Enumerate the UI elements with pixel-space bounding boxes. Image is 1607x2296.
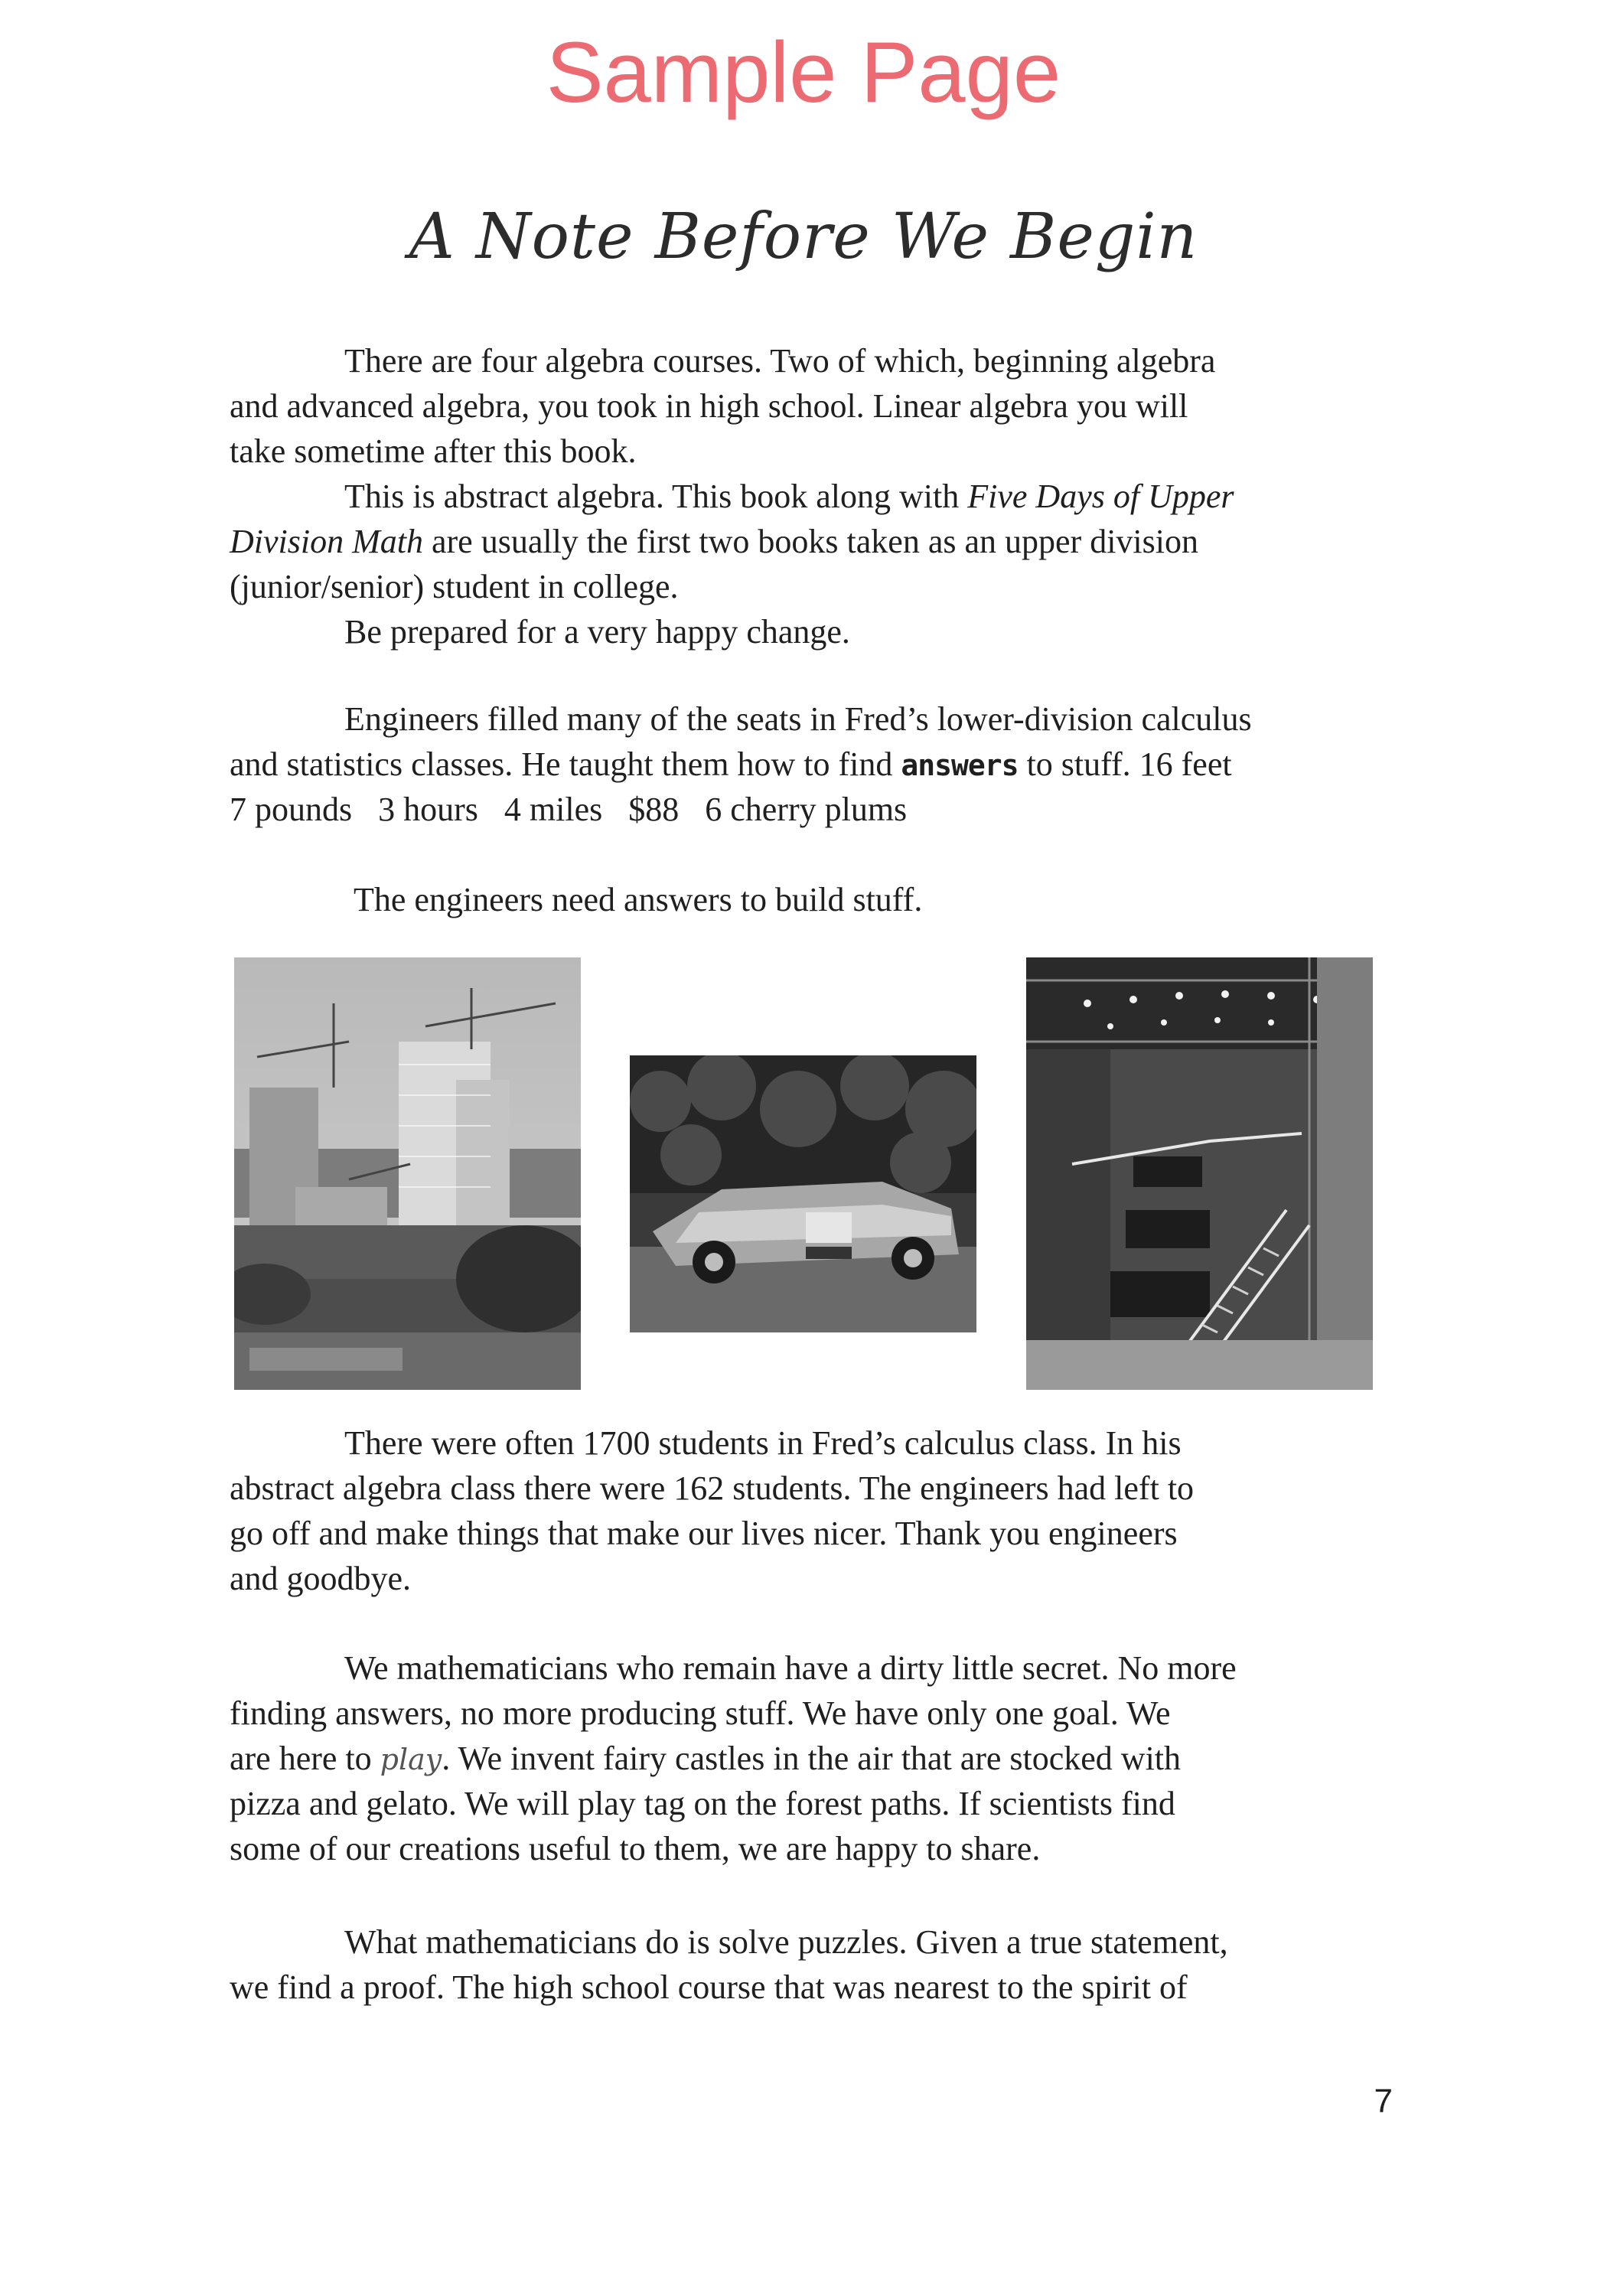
para4-line1: Engineers filled many of the seats in Fred’s lower-division calculus [344,700,1252,738]
para7-line3-text: are here to [230,1740,380,1777]
para4-line2-text: and statistics classes. He taught them how to find [230,745,901,783]
para2-line2-text: are usually the first two books taken as an upper division [422,523,1198,560]
para7-line2: finding answers, no more producing stuff. We have only one goal. We [230,1694,1171,1732]
book-title-part1: Five Days of Upper [967,478,1234,515]
engineers-paragraph [230,696,1423,832]
para2-line1 [230,474,1423,519]
answer-item: 6 cherry plums [705,791,908,828]
para8-line1: What mathematicians do is solve puzzles. Given a true statement, [344,1923,1228,1961]
para1-line3: take sometime after this book. [230,432,637,470]
play-word: play [380,1743,442,1776]
industrial-hall-photo [1026,957,1373,1390]
puzzles-paragraph [230,1919,1423,2010]
para6-line1: There were often 1700 students in Fred’s calculus class. In his [344,1424,1182,1462]
construction-cranes-photo [234,957,581,1390]
para7-line3-end: . We invent fairy castles in the air that are stocked with [442,1740,1182,1777]
para2-line1-text: This is abstract algebra. This book along with [344,478,968,515]
answer-item: 4 miles [504,791,603,828]
answer-item: 7 pounds [230,791,353,828]
para2-line2 [230,519,1423,564]
para5-line1: The engineers need answers to build stuff. [354,881,923,918]
para7-line1: We mathematicians who remain have a dirty little secret. No more [344,1649,1237,1687]
para6-line4: and goodbye. [230,1560,412,1597]
chapter-title: A Note Before We Begin [409,201,1198,273]
para8-line2: we find a proof. The high school course that was nearest to the spirit of [230,1968,1188,2006]
answers-list [230,787,1423,832]
intro-paragraphs [230,338,1423,654]
para1-line1: There are four algebra courses. Two of which, beginning algebra [344,342,1216,380]
para2-line3: (junior/senior) student in college. [230,568,679,605]
engineers-need-answers [230,877,1423,922]
para4-line2-end: to stuff. 16 feet [1018,745,1232,783]
para7-line5: some of our creations useful to them, we are happy to share. [230,1830,1041,1867]
mathematicians-paragraph [230,1645,1423,1871]
answers-word: answers [901,748,1019,782]
para1-line2: and advanced algebra, you took in high school. Linear algebra you will [230,387,1188,425]
para6-line3: go off and make things that make our lives nicer. Thank you engineers [230,1515,1178,1552]
convertible-car-photo [630,1055,976,1332]
book-title-part2: Division Math [230,523,423,560]
para7-line4: pizza and gelato. We will play tag on the forest paths. If scientists find [230,1785,1175,1822]
sample-page-watermark: Sample Page [546,24,1061,120]
para3-line1: Be prepared for a very happy change. [344,613,850,651]
para4-line2 [230,742,1423,787]
page-number: 7 [1374,2082,1393,2120]
para7-line3 [230,1736,1423,1781]
answer-item: $88 [628,791,680,828]
para6-line2: abstract algebra class there were 162 students. The engineers had left to [230,1469,1195,1507]
calculus-class-paragraph [230,1420,1423,1601]
answer-item: 3 hours [378,791,478,828]
